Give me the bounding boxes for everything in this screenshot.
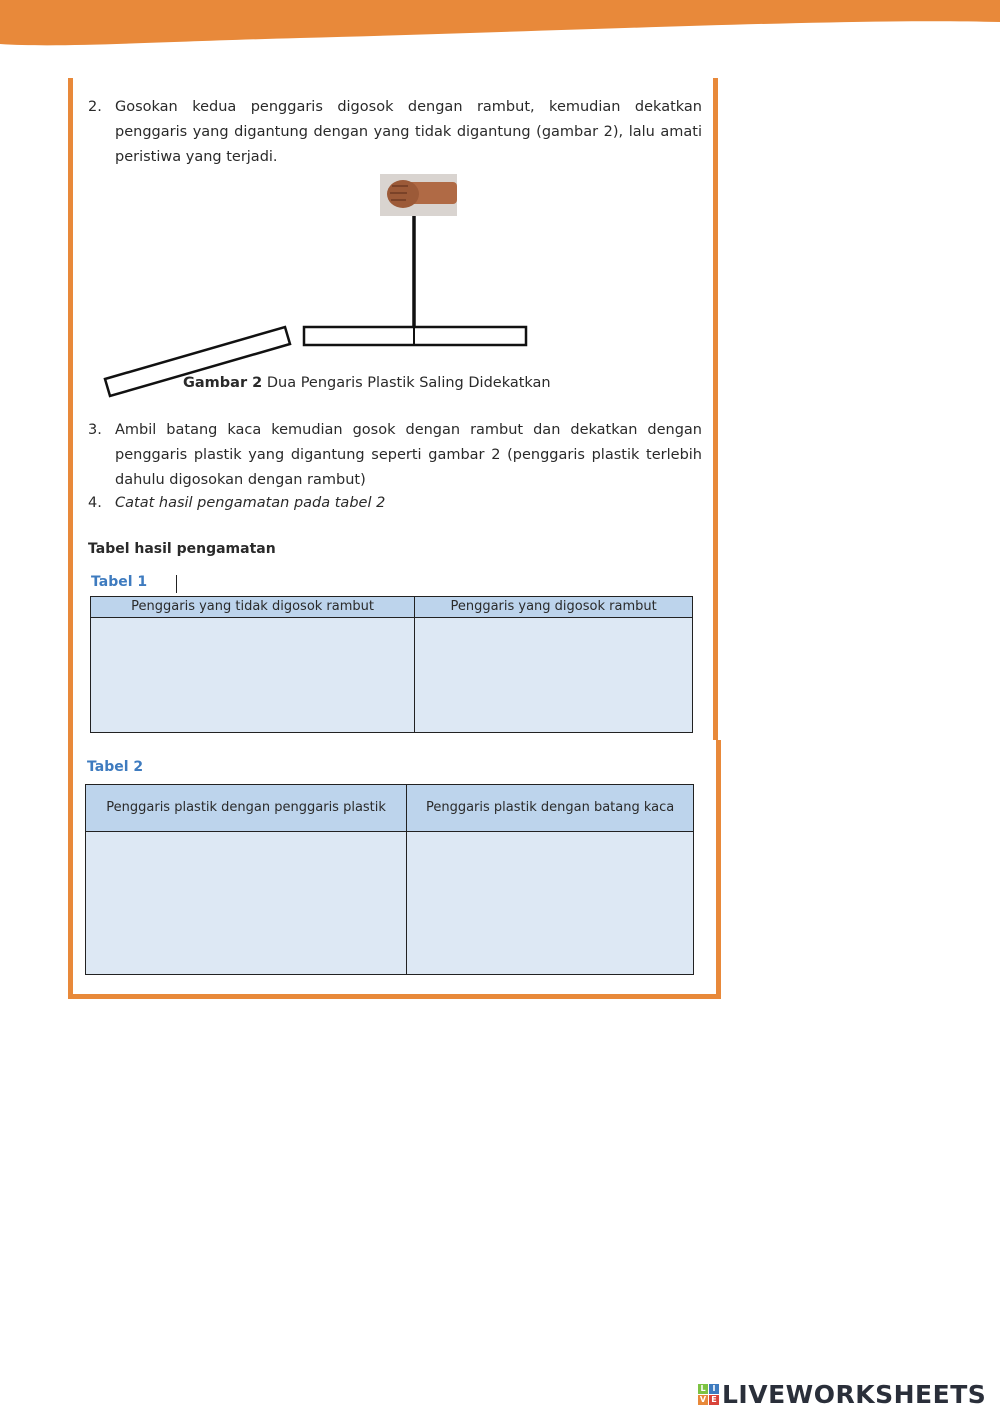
frame-right-border-lower [716, 740, 721, 998]
step-number: 4. [88, 495, 102, 511]
step-number: 3. [88, 422, 102, 438]
table-1-answer-cell-right[interactable] [415, 618, 693, 733]
caption-text: Dua Pengaris Plastik Saling Didekatkan [262, 375, 551, 391]
table-2-answer-cell-left[interactable] [86, 832, 407, 975]
table-2-header-right: Penggaris plastik dengan batang kaca [407, 785, 694, 832]
observation-table-1 [90, 596, 693, 733]
brand-name: LIVEWORKSHEETS [722, 1379, 987, 1409]
table-1-header-right: Penggaris yang digosok rambut [415, 597, 693, 618]
liveworksheets-logo-icon [698, 1384, 719, 1405]
table-1-header-left: Penggaris yang tidak digosok rambut [91, 597, 415, 618]
step-text: Catat hasil pengamatan pada tabel 2 [115, 495, 386, 511]
table-2-header-left: Penggaris plastik dengan penggaris plastik [86, 785, 407, 832]
step-2 [88, 95, 702, 170]
fist-hand-photo [380, 174, 457, 216]
frame-left-border [68, 78, 73, 998]
top-wave-band [0, 0, 1000, 60]
observation-section-title: Tabel hasil pengamatan [88, 541, 276, 557]
table-2-answer-cell-right[interactable] [407, 832, 694, 975]
logo-letter: V [699, 1394, 707, 1404]
step-3 [88, 418, 702, 493]
observation-table-2 [85, 784, 694, 975]
table-1-answer-cell-left[interactable] [91, 618, 415, 733]
figure-two-rulers [100, 172, 640, 402]
frame-bottom-border [68, 994, 721, 999]
step-text: Gosokan kedua penggaris digosok dengan rambut, kemudian dekatkan penggaris yang digantung dengan yang tidak digantung (gambar 2), lalu amati peristiwa yang terjadi. [115, 99, 702, 165]
table-2-label: Tabel 2 [87, 759, 144, 775]
figure-caption [183, 375, 551, 391]
logo-letter: I [709, 1384, 719, 1394]
step-4 [88, 491, 702, 516]
table-1-label: Tabel 1 [91, 574, 148, 590]
frame-right-border-upper [713, 78, 718, 740]
caption-label: Gambar 2 [183, 375, 263, 391]
liveworksheets-brand[interactable] [698, 1378, 986, 1410]
logo-letter: L [698, 1384, 708, 1394]
text-cursor [176, 575, 177, 593]
logo-letter: E [709, 1395, 719, 1405]
step-text: Ambil batang kaca kemudian gosok dengan rambut dan dekatkan dengan penggaris plastik yang digantung seperti gambar 2 (penggaris plastik terlebih dahulu digosokan dengan rambut) [115, 422, 702, 488]
step-number: 2. [88, 99, 102, 115]
